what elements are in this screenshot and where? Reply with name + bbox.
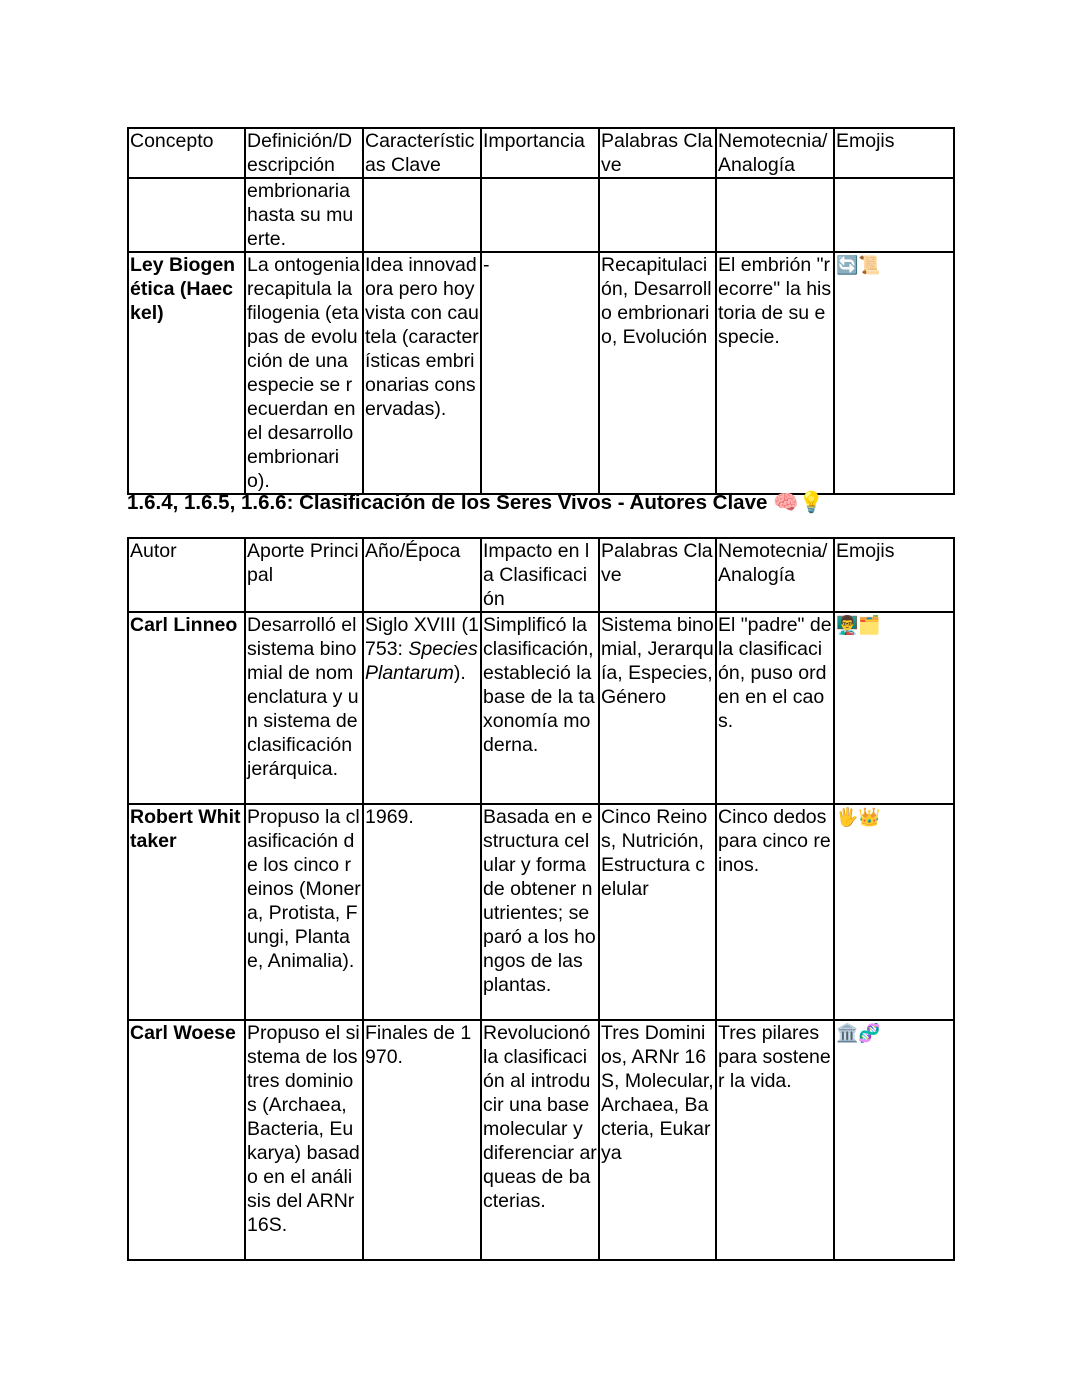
table-cell: Desarrolló el sistema binomial de nomenclatura y un sistema de clasificación jerárquica. (245, 612, 363, 804)
table-header-row (128, 128, 954, 178)
header-cell: Aporte Principal (245, 538, 363, 612)
table-cell: Simplificó la clasificación, estableció la base de la taxonomía moderna. (481, 612, 599, 804)
header-cell: Emojis (834, 128, 954, 178)
table-cell (599, 178, 716, 252)
epoch-text-end: ). (453, 662, 466, 684)
table-cell: - (481, 252, 599, 494)
table-row (128, 612, 954, 804)
epoch-text: Finales de 1970. (365, 1022, 472, 1068)
epoch-cell (363, 612, 481, 804)
epoch-text: Siglo XVIII (1753: (365, 614, 479, 660)
table-cell: Recapitulación, Desarrollo embrionario, Evolución (599, 252, 716, 494)
header-cell: Palabras Clave (599, 538, 716, 612)
concept-name-cell: Ley Biogenética (Haeckel) (128, 252, 245, 494)
header-cell: Nemotecnia/ Analogía (716, 128, 834, 178)
header-cell: Palabras Clave (599, 128, 716, 178)
table-cell: Cinco Reinos, Nutrición, Estructura celular (599, 804, 716, 1020)
table-cell: Propuso la clasificación de los cinco reinos (Monera, Protista, Fungi, Plantae, Animalia). (245, 804, 363, 1020)
header-cell: Autor (128, 538, 245, 612)
header-cell: Nemotecnia/ Analogía (716, 538, 834, 612)
table-cell: Revolucionó la clasificación al introducir una base molecular y diferenciar arqueas de bacterias. (481, 1020, 599, 1260)
hand-crown-emoji-icon: 🖐️👑 (836, 807, 881, 828)
header-cell: Año/Época (363, 538, 481, 612)
table-cell: Tres Dominios, ARNr 16S, Molecular, Archaea, Bacteria, Eukarya (599, 1020, 716, 1260)
table-cell: El embrión "recorre" la historia de su especie. (716, 252, 834, 494)
header-cell: Concepto (128, 128, 245, 178)
teacher-folder-emoji-icon: 👨‍🏫🗂️ (836, 615, 881, 636)
table-header-row (128, 538, 954, 612)
table-row (128, 252, 954, 494)
table-cell: embrionaria hasta su muerte. (245, 178, 363, 252)
building-dna-emoji-icon: 🏛️🧬 (836, 1023, 881, 1044)
header-cell: Importancia (481, 128, 599, 178)
epoch-book-title: Species Plantarum (365, 638, 478, 684)
header-cell: Definición/Descripción (245, 128, 363, 178)
header-cell: Características Clave (363, 128, 481, 178)
table-cell: Propuso el sistema de los tres dominios (Archaea, Bacteria, Eukarya) basado en el análisis del ARNr 16S. (245, 1020, 363, 1260)
epoch-cell (363, 1020, 481, 1260)
arrows-scroll-emoji-icon: 🔄📜 (836, 255, 881, 276)
header-cell: Impacto en la Clasificación (481, 538, 599, 612)
table-cell: Sistema binomial, Jerarquía, Especies, Género (599, 612, 716, 804)
table-cell: Basada en estructura celular y forma de obtener nutrientes; separó a los hongos de las plantas. (481, 804, 599, 1020)
author-name-cell: Carl Woese (128, 1020, 245, 1260)
table-cell (128, 178, 245, 252)
section-heading: 1.6.4, 1.6.5, 1.6.6: Clasificación de los Seres Vivos - Autores Clave 🧠💡 (127, 491, 825, 514)
table-cell: Cinco dedos para cinco reinos. (716, 804, 834, 1020)
table-cell (363, 178, 481, 252)
table-cell (716, 178, 834, 252)
author-name-cell: Carl Linneo (128, 612, 245, 804)
concept-table (127, 127, 955, 495)
header-cell: Emojis (834, 538, 954, 612)
author-name-cell: Robert Whittaker (128, 804, 245, 1020)
table-row (128, 178, 954, 252)
emoji-cell (834, 252, 954, 494)
table-cell: Idea innovadora pero hoy vista con cautela (características embrionarias conservadas). (363, 252, 481, 494)
table-cell (834, 178, 954, 252)
table-row (128, 804, 954, 1020)
table-cell: La ontogenia recapitula la filogenia (etapas de evolución de una especie se recuerdan en el desarrollo embrionario). (245, 252, 363, 494)
epoch-text: 1969. (365, 806, 414, 828)
emoji-cell (834, 1020, 954, 1260)
table-cell: Tres pilares para sostener la vida. (716, 1020, 834, 1260)
emoji-cell (834, 612, 954, 804)
table-row (128, 1020, 954, 1260)
table-cell (481, 178, 599, 252)
emoji-cell (834, 804, 954, 1020)
table-cell: El "padre" de la clasificación, puso orden en el caos. (716, 612, 834, 804)
epoch-cell (363, 804, 481, 1020)
authors-table (127, 537, 955, 1261)
